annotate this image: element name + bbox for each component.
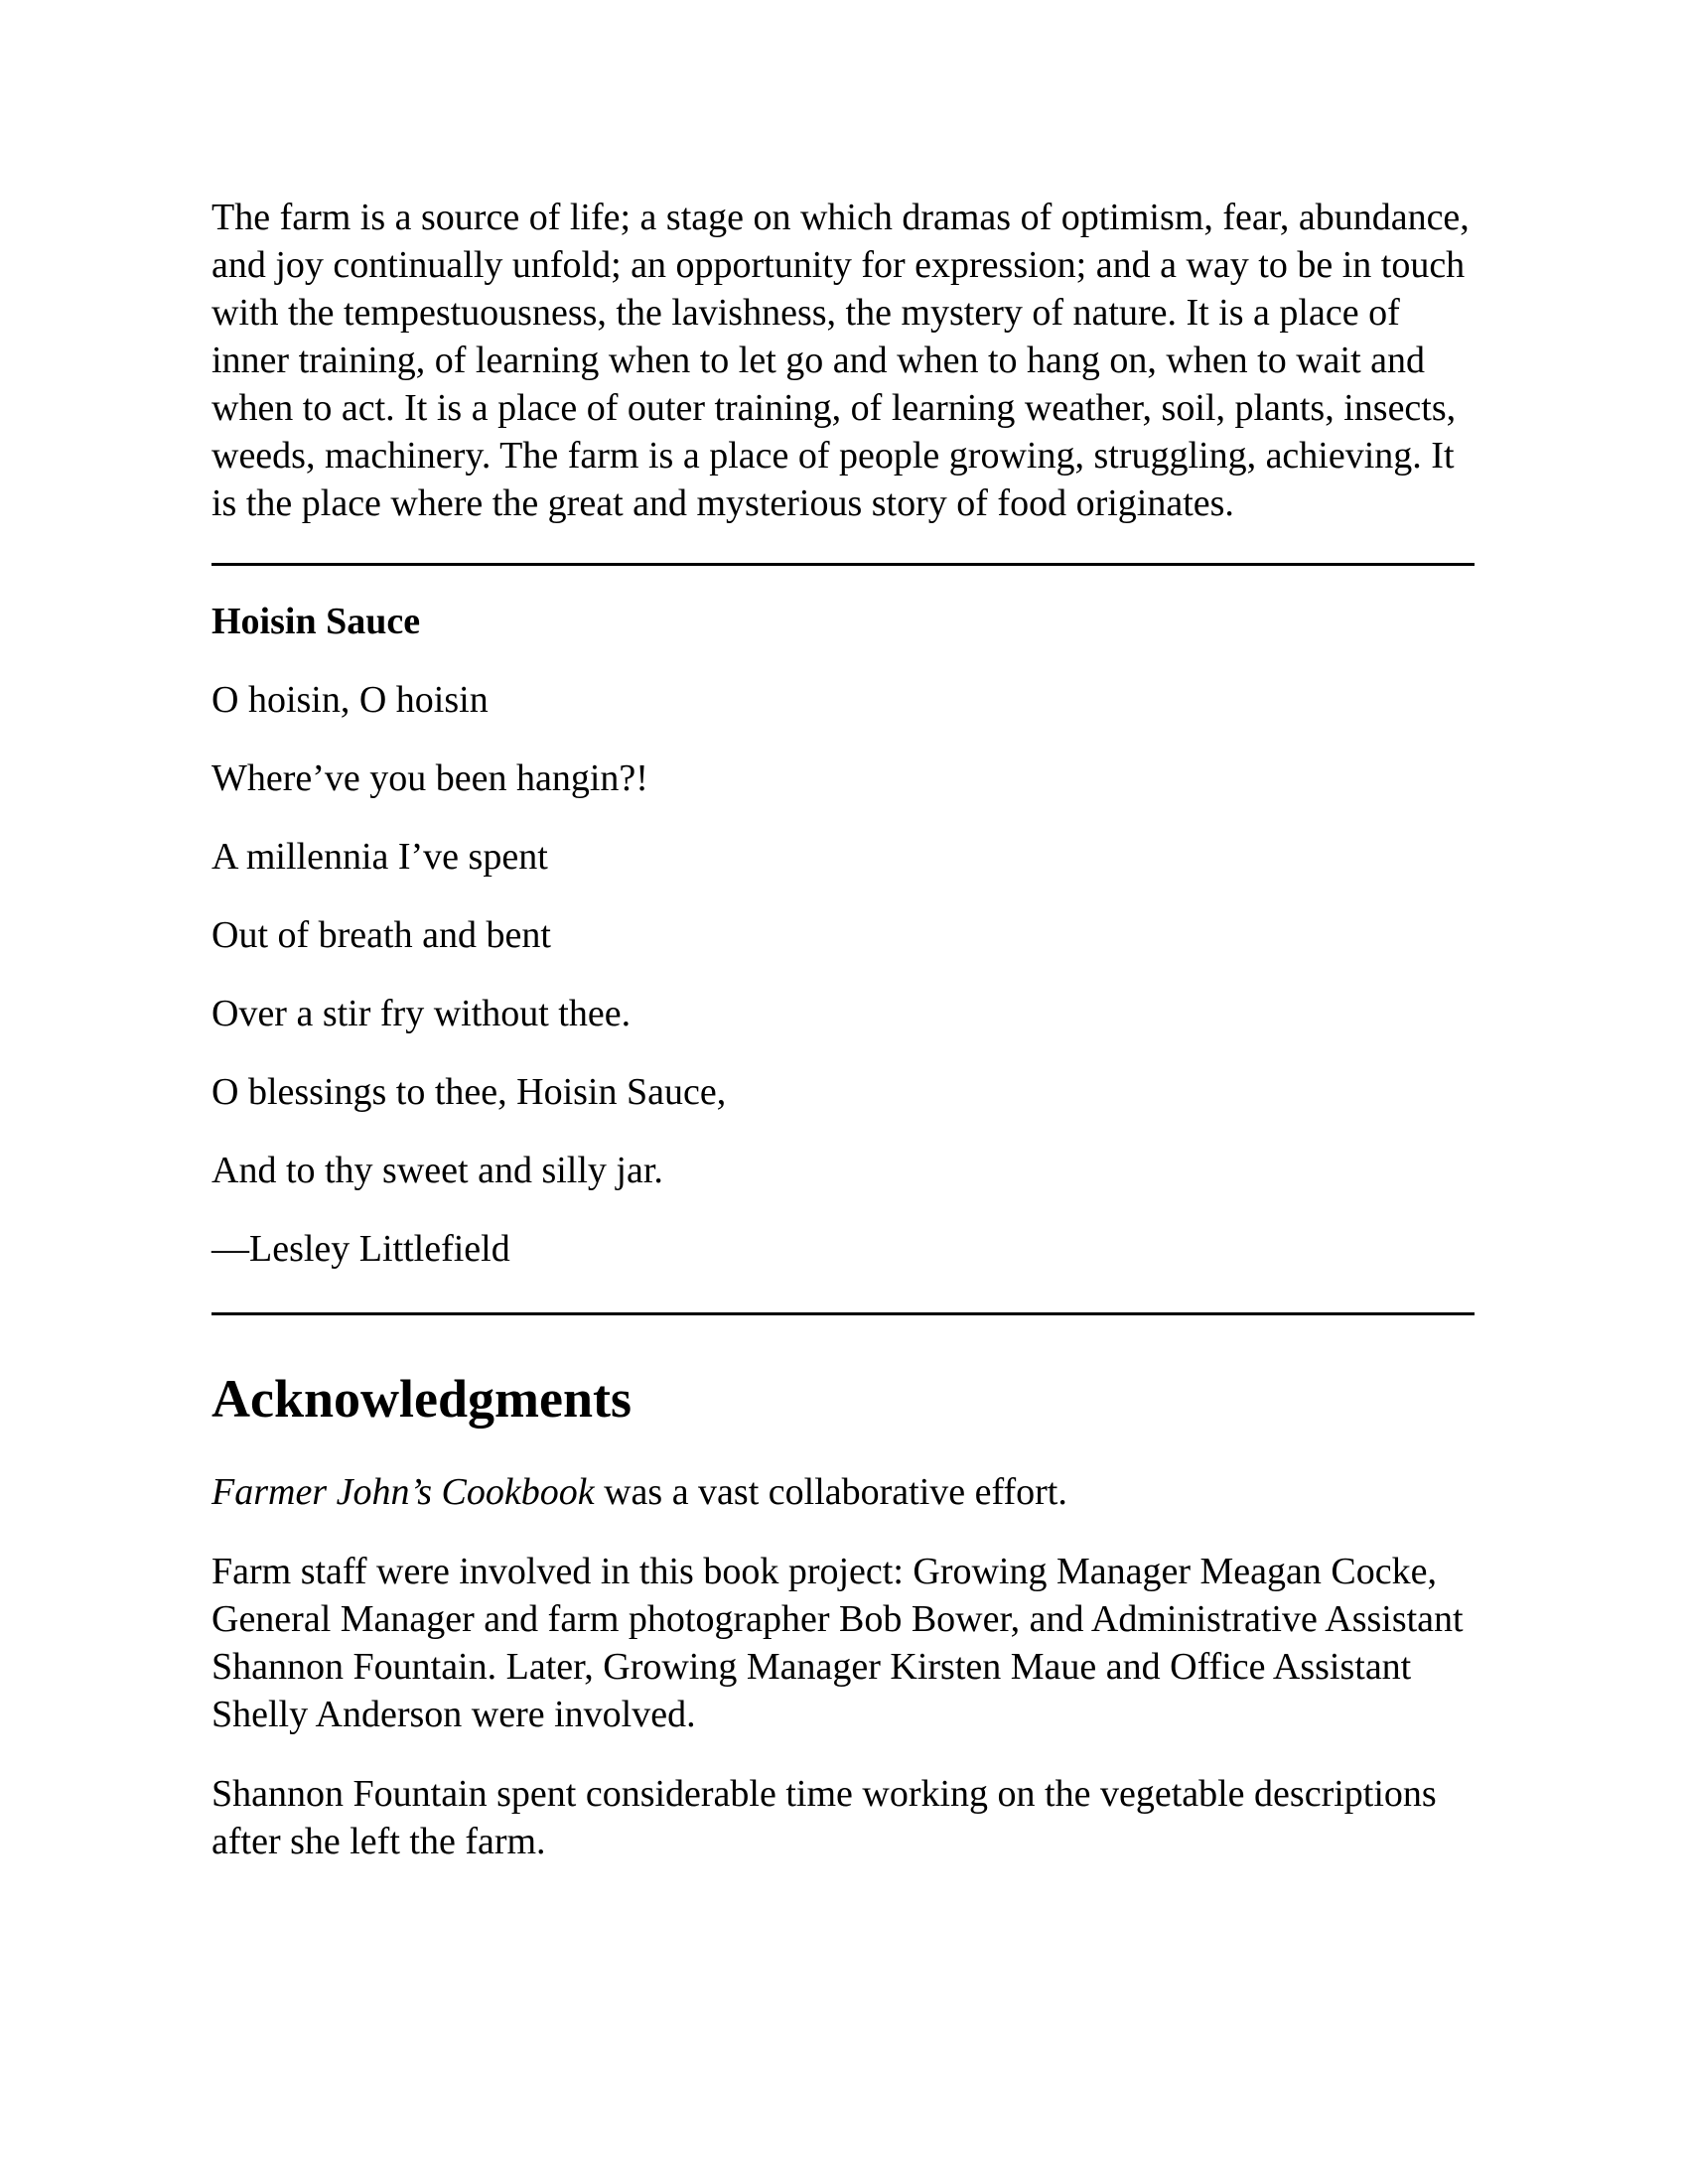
paragraph-text: was a vast collaborative effort.: [594, 1471, 1067, 1513]
poem-title: Hoisin Sauce: [211, 601, 421, 642]
poem-line: And to thy sweet and silly jar.: [211, 1150, 663, 1191]
document-page: [211, 194, 1475, 1865]
section-divider: [211, 1312, 1475, 1315]
acknowledgments-paragraph: Farm staff were involved in this book project: Growing Manager Meagan Cocke, General Manager and farm photographer Bob Bower, and Administrative Assistant Shannon Fountain. Later, Growing Manager Kirsten Maue and Office Assistant Shelly Anderson were involved.: [211, 1551, 1464, 1735]
poem-line: Over a stir fry without thee.: [211, 993, 632, 1034]
poem-author: —Lesley Littlefield: [211, 1228, 510, 1270]
poem-line: O blessings to thee, Hoisin Sauce,: [211, 1071, 727, 1113]
acknowledgments-paragraph: Shannon Fountain spent considerable time working on the vegetable descriptions after she left the farm.: [211, 1773, 1437, 1862]
section-divider: [211, 563, 1475, 566]
intro-paragraph: The farm is a source of life; a stage on which dramas of optimism, fear, abundance, and joy continually unfold; an opportunity for expression; and a way to be in touch with the tempestuousness, the lavishness, the mystery of nature. It is a place of inner training, of learning when to let go and when to hang on, when to wait and when to act. It is a place of outer training, of learning weather, soil, plants, insects, weeds, machinery. The farm is a place of people growing, struggling, achieving. It is the place where the great and mysterious story of food originates.: [211, 197, 1470, 524]
book-title: Farmer John’s Cookbook: [211, 1471, 595, 1513]
acknowledgments-paragraph: [211, 1468, 1475, 1516]
poem-line: A millennia I’ve spent: [211, 836, 548, 878]
acknowledgments-heading: Acknowledgments: [211, 1369, 633, 1429]
poem-line: Where’ve you been hangin?!: [211, 757, 648, 799]
poem-line: Out of breath and bent: [211, 914, 551, 956]
poem-line: O hoisin, O hoisin: [211, 679, 489, 721]
